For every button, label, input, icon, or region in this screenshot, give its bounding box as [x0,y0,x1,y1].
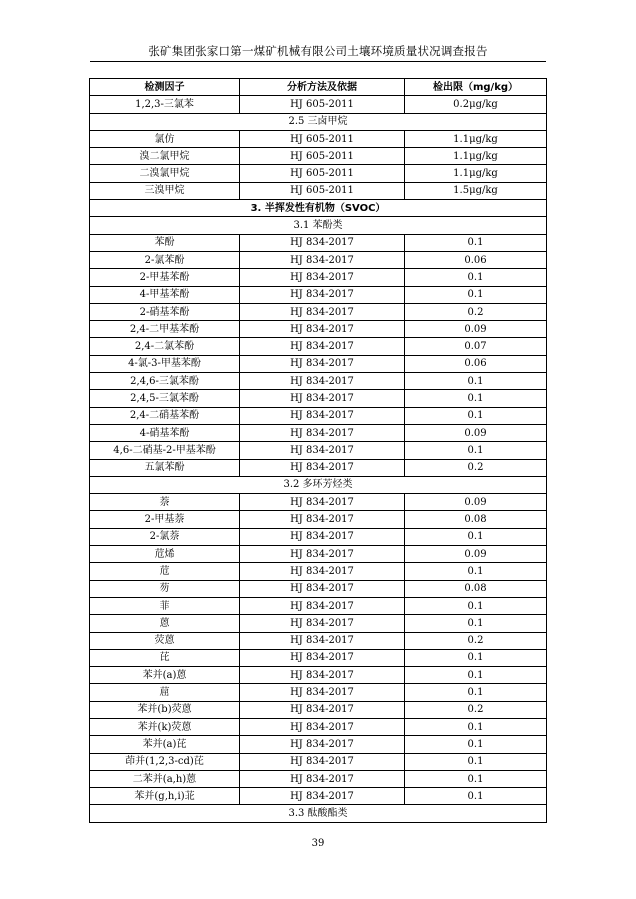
table-row [90,753,547,770]
cell-limit: 0.08 [405,580,547,597]
table-row [90,407,547,424]
cell-method: HJ 834-2017 [240,528,405,545]
cell-limit: 0.09 [405,321,547,338]
cell-method: HJ 834-2017 [240,615,405,632]
cell-factor: 2,4-二氯苯酚 [90,338,240,355]
cell-limit: 0.1 [405,667,547,684]
section-row [90,200,547,217]
cell-limit: 0.1 [405,753,547,770]
cell-limit: 0.2 [405,459,547,476]
cell-method: HJ 605-2011 [240,182,405,199]
cell-factor: 菲 [90,597,240,614]
header-divider [90,61,546,62]
section-heading: 3.2 多环芳烃类 [90,476,547,493]
table-row [90,563,547,580]
cell-limit: 0.2 [405,701,547,718]
table-row [90,182,547,199]
cell-factor: 4-硝基苯酚 [90,424,240,441]
cell-factor: 芴 [90,580,240,597]
table-row [90,251,547,268]
cell-factor: 三溴甲烷 [90,182,240,199]
cell-factor: 苯并(k)荧蒽 [90,718,240,735]
cell-limit: 0.09 [405,494,547,511]
cell-factor: 芘 [90,649,240,666]
column-header-limit: 检出限（mg/kg） [405,79,547,96]
table-row [90,615,547,632]
cell-method: HJ 834-2017 [240,597,405,614]
cell-method: HJ 834-2017 [240,701,405,718]
cell-method: HJ 834-2017 [240,667,405,684]
cell-factor: 苊烯 [90,546,240,563]
cell-method: HJ 834-2017 [240,580,405,597]
table-row [90,597,547,614]
cell-limit: 0.1 [405,563,547,580]
cell-method: HJ 834-2017 [240,546,405,563]
cell-limit: 0.09 [405,546,547,563]
cell-limit: 0.1 [405,788,547,805]
page-header-title: 张矿集团张家口第一煤矿机械有限公司土壤环境质量状况调查报告 [148,44,488,58]
cell-factor: 苯并(g,h,i)苝 [90,788,240,805]
cell-limit: 0.1 [405,286,547,303]
cell-factor: 苊 [90,563,240,580]
cell-method: HJ 834-2017 [240,269,405,286]
cell-limit: 0.1 [405,736,547,753]
cell-limit: 0.1 [405,684,547,701]
cell-limit: 0.1 [405,390,547,407]
cell-factor: 二苯并(a,h)蒽 [90,770,240,787]
table-row [90,234,547,251]
cell-factor: 2-氯萘 [90,528,240,545]
cell-factor: 4-甲基苯酚 [90,286,240,303]
cell-factor: 苯酚 [90,234,240,251]
cell-limit: 0.1 [405,442,547,459]
table-row [90,718,547,735]
cell-limit: 0.1 [405,770,547,787]
cell-factor: 萘 [90,494,240,511]
table-row [90,269,547,286]
cell-factor: 二溴氯甲烷 [90,165,240,182]
cell-limit: 1.5μg/kg [405,182,547,199]
cell-factor: 2,4-二甲基苯酚 [90,321,240,338]
table-row [90,338,547,355]
table-row [90,390,547,407]
cell-factor: 2-氯苯酚 [90,251,240,268]
cell-factor: 苯并(b)荧蒽 [90,701,240,718]
cell-factor: 苯并(a)芘 [90,736,240,753]
cell-limit: 0.2μg/kg [405,96,547,113]
table-row [90,701,547,718]
cell-limit: 1.1μg/kg [405,130,547,147]
cell-limit: 0.1 [405,373,547,390]
table-row [90,303,547,320]
section-row [90,805,547,822]
table-row [90,649,547,666]
cell-method: HJ 605-2011 [240,165,405,182]
table-row [90,684,547,701]
section-row [90,217,547,234]
cell-method: HJ 834-2017 [240,407,405,424]
cell-limit: 0.1 [405,407,547,424]
cell-factor: 2,4-二硝基苯酚 [90,407,240,424]
cell-limit: 0.1 [405,234,547,251]
section-heading: 3.1 苯酚类 [90,217,547,234]
cell-method: HJ 834-2017 [240,459,405,476]
table-row [90,459,547,476]
table-row [90,528,547,545]
cell-limit: 1.1μg/kg [405,165,547,182]
cell-limit: 0.2 [405,303,547,320]
cell-method: HJ 834-2017 [240,494,405,511]
cell-factor: 2,4,6-三氯苯酚 [90,373,240,390]
table-row [90,321,547,338]
cell-limit: 0.1 [405,615,547,632]
cell-limit: 0.08 [405,511,547,528]
table-row [90,373,547,390]
cell-limit: 0.06 [405,251,547,268]
cell-factor: 2,4,5-三氯苯酚 [90,390,240,407]
cell-factor: 蒽 [90,615,240,632]
table-body [90,96,547,822]
cell-method: HJ 834-2017 [240,511,405,528]
cell-method: HJ 834-2017 [240,788,405,805]
cell-method: HJ 834-2017 [240,684,405,701]
cell-limit: 0.2 [405,632,547,649]
cell-limit: 0.1 [405,649,547,666]
cell-method: HJ 834-2017 [240,355,405,372]
table-row [90,788,547,805]
section-heading: 3. 半挥发性有机物（SVOC） [90,200,547,217]
cell-factor: 2-硝基苯酚 [90,303,240,320]
section-heading: 2.5 三卤甲烷 [90,113,547,130]
cell-method: HJ 834-2017 [240,563,405,580]
table-row [90,667,547,684]
cell-method: HJ 834-2017 [240,303,405,320]
cell-method: HJ 834-2017 [240,718,405,735]
table-row [90,130,547,147]
cell-limit: 0.1 [405,718,547,735]
table-row [90,355,547,372]
column-header-method: 分析方法及依据 [240,79,405,96]
page-number: 39 [311,838,325,849]
cell-method: HJ 834-2017 [240,286,405,303]
table-row [90,546,547,563]
cell-limit: 0.09 [405,424,547,441]
cell-method: HJ 834-2017 [240,753,405,770]
table-row [90,511,547,528]
cell-method: HJ 605-2011 [240,96,405,113]
section-heading: 3.3 酞酸酯类 [90,805,547,822]
table-row [90,632,547,649]
table-row [90,424,547,441]
table-row [90,148,547,165]
cell-method: HJ 834-2017 [240,736,405,753]
table-row [90,286,547,303]
cell-method: HJ 605-2011 [240,148,405,165]
cell-method: HJ 834-2017 [240,338,405,355]
cell-factor: 2-甲基萘 [90,511,240,528]
cell-limit: 0.07 [405,338,547,355]
cell-limit: 0.1 [405,597,547,614]
table-row [90,165,547,182]
cell-method: HJ 834-2017 [240,424,405,441]
detection-table [89,78,547,823]
table-row [90,736,547,753]
cell-method: HJ 834-2017 [240,321,405,338]
cell-method: HJ 834-2017 [240,251,405,268]
cell-limit: 0.1 [405,528,547,545]
cell-factor: 4,6-二硝基-2-甲基苯酚 [90,442,240,459]
cell-factor: 氯仿 [90,130,240,147]
section-row [90,476,547,493]
cell-limit: 1.1μg/kg [405,148,547,165]
table-row [90,580,547,597]
cell-method: HJ 605-2011 [240,130,405,147]
cell-method: HJ 834-2017 [240,632,405,649]
cell-factor: 苯并(a)蒽 [90,667,240,684]
cell-method: HJ 834-2017 [240,234,405,251]
cell-factor: 溴二氯甲烷 [90,148,240,165]
section-row [90,113,547,130]
column-header-factor: 检测因子 [90,79,240,96]
cell-method: HJ 834-2017 [240,442,405,459]
cell-factor: 4-氯-3-甲基苯酚 [90,355,240,372]
table-row [90,770,547,787]
cell-factor: 荧蒽 [90,632,240,649]
cell-limit: 0.1 [405,269,547,286]
table-header-row [90,79,547,96]
cell-method: HJ 834-2017 [240,770,405,787]
cell-method: HJ 834-2017 [240,649,405,666]
table-row [90,96,547,113]
cell-factor: 五氯苯酚 [90,459,240,476]
cell-factor: 茚并(1,2,3-cd)芘 [90,753,240,770]
table-row [90,442,547,459]
cell-limit: 0.06 [405,355,547,372]
table-row [90,494,547,511]
cell-method: HJ 834-2017 [240,373,405,390]
cell-factor: 䓛 [90,684,240,701]
cell-factor: 2-甲基苯酚 [90,269,240,286]
cell-factor: 1,2,3-三氯苯 [90,96,240,113]
cell-method: HJ 834-2017 [240,390,405,407]
